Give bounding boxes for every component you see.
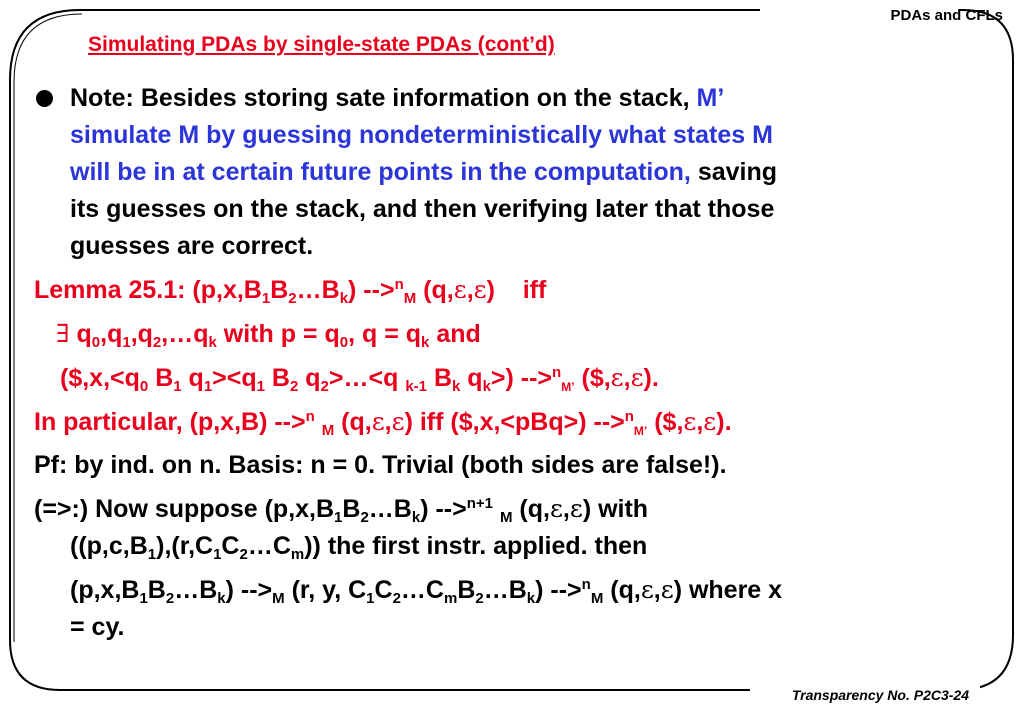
note-line-4: its guesses on the stack, and then verifying later that those <box>70 195 775 223</box>
note-line-2: simulate M by guessing nondeterministically what states M <box>70 121 773 149</box>
step-where-x: where x <box>682 576 783 604</box>
step-line-1: (=>:) Now suppose $(p,x,B_1B_2\dots B_k)$ -->$^{n+1}$ $_M$ (q,ε,ε) with <box>34 494 649 526</box>
note-line-3-blue: will be in at certain future points in the computation, <box>70 158 691 186</box>
lemma-line: Lemma 25.1: $(p,x,B_1B_2\dots B_k)$ -->$^n_M$ (q,ε,ε) iff <box>34 275 547 307</box>
step-line-4: = cy. <box>70 613 125 641</box>
exists-with: with <box>216 320 281 348</box>
in-particular-line: In particular, (p,x,B) -->$^n$ $_M$ (q,ε,ε) iff ($,x,<pBq>) -->$^n_{M’}$ ($,ε,ε). <box>34 407 732 439</box>
note-line-3-black: saving <box>690 158 778 186</box>
header-label: PDAs and CFLs <box>890 7 1003 24</box>
step-with: with <box>591 495 649 523</box>
footer-label: Transparency No. P2C3-24 <box>791 687 969 703</box>
note-m-prime: M’ <box>696 84 725 112</box>
note-lead: Note: Besides storing sate information on the stack, <box>70 84 697 112</box>
slide-title: Simulating PDAs by single-state PDAs (cont’d) <box>88 33 555 56</box>
slide-body <box>34 80 974 646</box>
lemma-label: Lemma 25.1: <box>34 276 186 304</box>
note-line-5: guesses are correct. <box>70 232 314 260</box>
note-bullet <box>34 80 974 265</box>
in-particular-label: In particular, <box>34 408 183 436</box>
bullet-icon <box>36 90 53 107</box>
proof-basis: Pf: by ind. on n. Basis: n = 0. Trivial (both sides are false!). <box>34 451 727 479</box>
stack-line: ($\$,x,<q_0$ $B_1$ $q_1><q_1$ $B_2$ $q_2>\dots<q$ $_{k-1}$ $B_k$ $q_k>$) -->$^n_{M’}$ ($,ε,ε). <box>60 363 659 395</box>
step-prefix: (=>:) Now suppose <box>34 495 265 523</box>
step-line-2-tail: the first instr. applied. then <box>320 532 648 560</box>
exists-line: ∃ $q_0,q_1,q_2,\dots q_k$ with $p = q_0$, $q = q_k$ and <box>56 319 481 351</box>
lemma-iff: iff <box>522 276 547 304</box>
step-line-2: $((p,c,B_1),(r,C_1C_2\dots C_m))$ the first instr. applied. then <box>70 532 648 563</box>
in-particular-iff: iff <box>412 408 451 436</box>
exists-and: and <box>429 320 481 348</box>
step-line-3: $(p,x,B_1B_2\dots B_k)$ $-->_M$ (r, y, $C_1C_2\dots C_mB_2\dots B_k$) -->$^n_M$ (q,ε,ε) where x <box>70 575 783 607</box>
